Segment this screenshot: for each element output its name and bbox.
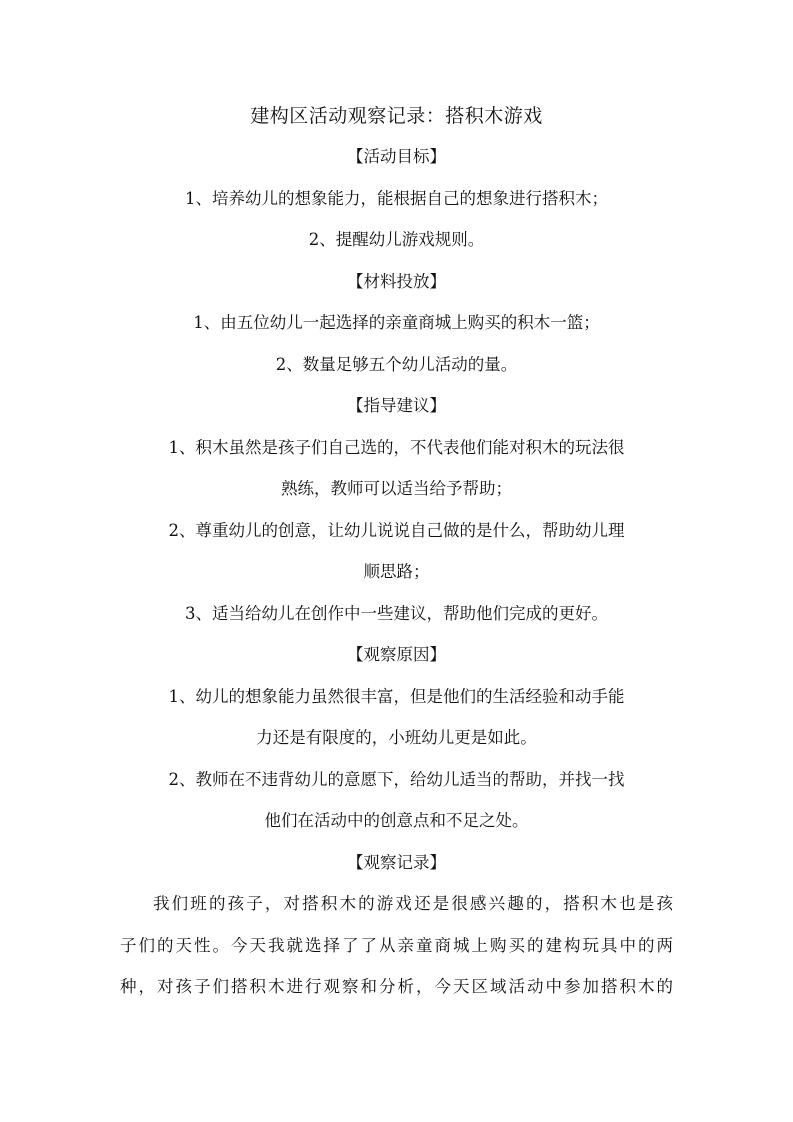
record-paragraph-line-1: 我们班的孩子，对搭积木的游戏还是很感兴趣的，搭积木也是孩 <box>153 894 673 913</box>
document-content <box>120 96 673 1008</box>
goal-item-2: 2、提醒幼儿游戏规则。 <box>308 230 485 249</box>
record-paragraph-line-2: 子们的天性。今天我就选择了了从亲童商城上购买的建构玩具中的两 <box>120 935 673 955</box>
record-paragraph-line-3: 种，对孩子们搭积木进行观察和分析，今天区域活动中参加搭积木的 <box>120 977 673 996</box>
reason-item-1-line-1: 1、幼儿的想象能力虽然很丰富，但是他们的生活经验和动手能 <box>168 686 625 706</box>
document-title: 建构区活动观察记录：搭积木游戏 <box>250 105 543 127</box>
section-heading-record: 【观察记录】 <box>347 852 446 872</box>
reason-item-2-line-2: 他们在活动中的创意点和不足之处。 <box>264 811 529 830</box>
guidance-item-1-line-1: 1、积木虽然是孩子们自己选的，不代表他们能对积木的玩法很 <box>168 437 625 457</box>
goal-item-1: 1、培养幼儿的想象能力，能根据自己的想象进行搭积木； <box>185 188 608 208</box>
material-item-1: 1、由五位幼儿一起选择的亲童商城上购买的积木一篮； <box>193 313 600 332</box>
guidance-item-1-line-2: 熟练，教师可以适当给予帮助； <box>281 479 512 498</box>
section-heading-reasons: 【观察原因】 <box>347 645 446 664</box>
reason-item-1-line-2: 力还是有限度的，小班幼儿更是如此。 <box>256 728 537 747</box>
guidance-item-2-line-2: 顺思路； <box>363 562 430 581</box>
material-item-2: 2、数量足够五个幼儿活动的量。 <box>275 354 518 374</box>
guidance-item-2-line-1: 2、尊重幼儿的创意，让幼儿说说自己做的是什么，帮助幼儿理 <box>168 520 625 540</box>
reason-item-2-line-1: 2、教师在不违背幼儿的意愿下，给幼儿适当的帮助，并找一找 <box>168 769 625 789</box>
section-heading-goals: 【活动目标】 <box>347 147 446 166</box>
section-heading-guidance: 【指导建议】 <box>347 396 446 415</box>
section-heading-materials: 【材料投放】 <box>347 271 446 291</box>
guidance-item-3: 3、适当给幼儿在创作中一些建议，帮助他们完成的更好。 <box>185 603 608 623</box>
